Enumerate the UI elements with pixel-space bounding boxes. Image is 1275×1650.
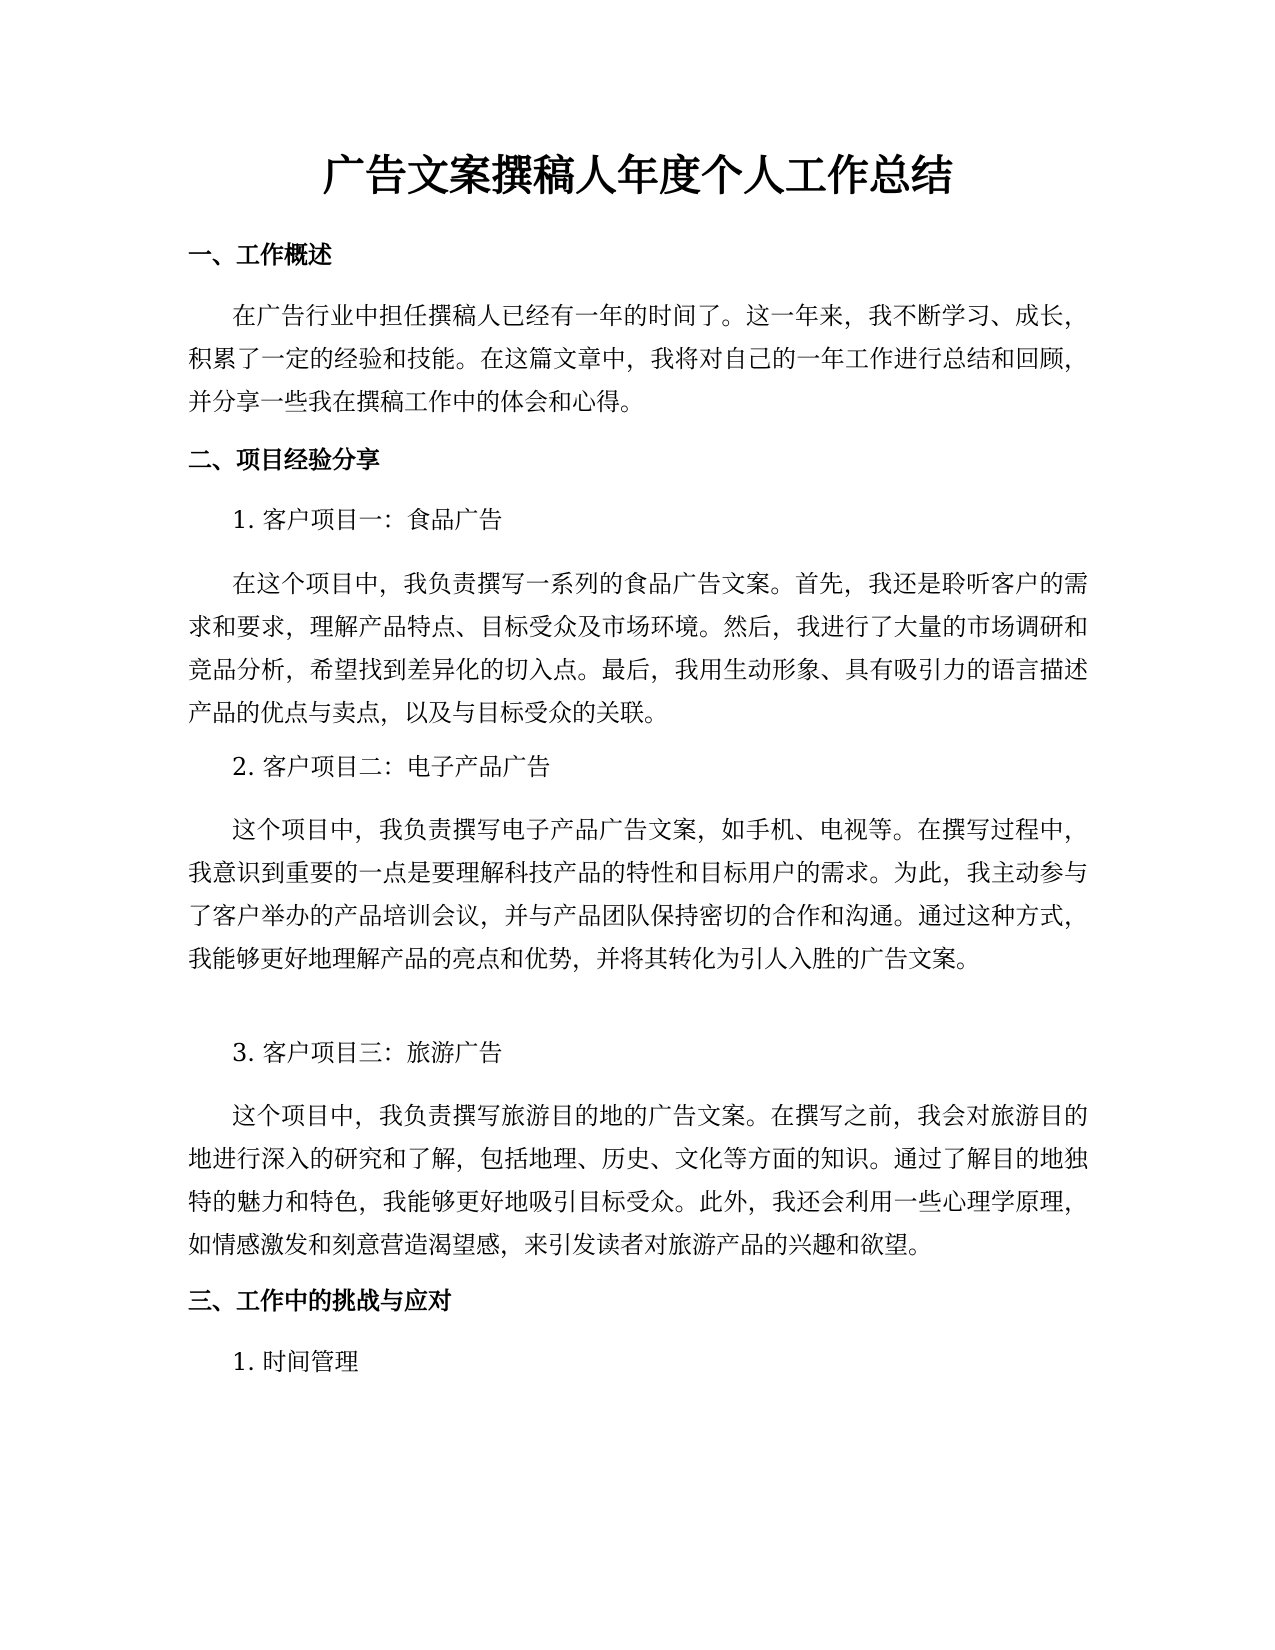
section-heading-projects: 二、项目经验分享 bbox=[188, 446, 380, 474]
document-title: 广告文案撰稿人年度个人工作总结 bbox=[322, 151, 953, 200]
project-item-label-travel: 3. 客户项目三：旅游广告 bbox=[232, 1039, 503, 1067]
challenge-item-label-time-management: 1. 时间管理 bbox=[232, 1348, 359, 1376]
section-heading-challenges: 三、工作中的挑战与应对 bbox=[188, 1287, 452, 1315]
project-paragraph-travel: 这个项目中，我负责撰写旅游目的地的广告文案。在撰写之前，我会对旅游目的地进行深入的研究和了解，包括地理、历史、文化等方面的知识。通过了解目的地独特的魅力和特色，我能够更好地吸引目标受众。此外，我还会利用一些心理学原理，如情感激发和刻意营造渴望感，来引发读者对旅游产品的兴趣和欲望。 bbox=[188, 1102, 1088, 1259]
project-item-label-electronics: 2. 客户项目二：电子产品广告 bbox=[232, 753, 551, 781]
project-paragraph-food: 在这个项目中，我负责撰写一系列的食品广告文案。首先，我还是聆听客户的需求和要求，理解产品特点、目标受众及市场环境。然后，我进行了大量的市场调研和竞品分析，希望找到差异化的切入点。最后，我用生动形象、具有吸引力的语言描述产品的优点与卖点，以及与目标受众的关联。 bbox=[188, 570, 1088, 727]
overview-paragraph: 在广告行业中担任撰稿人已经有一年的时间了。这一年来，我不断学习、成长，积累了一定的经验和技能。在这篇文章中，我将对自己的一年工作进行总结和回顾，并分享一些我在撰稿工作中的体会和心得。 bbox=[188, 302, 1088, 416]
section-heading-overview: 一、工作概述 bbox=[188, 241, 332, 269]
project-item-label-food: 1. 客户项目一：食品广告 bbox=[232, 506, 503, 534]
project-paragraph-electronics: 这个项目中，我负责撰写电子产品广告文案，如手机、电视等。在撰写过程中，我意识到重要的一点是要理解科技产品的特性和目标用户的需求。为此，我主动参与了客户举办的产品培训会议，并与产品团队保持密切的合作和沟通。通过这种方式，我能够更好地理解产品的亮点和优势，并将其转化为引人入胜的广告文案。 bbox=[188, 816, 1088, 973]
